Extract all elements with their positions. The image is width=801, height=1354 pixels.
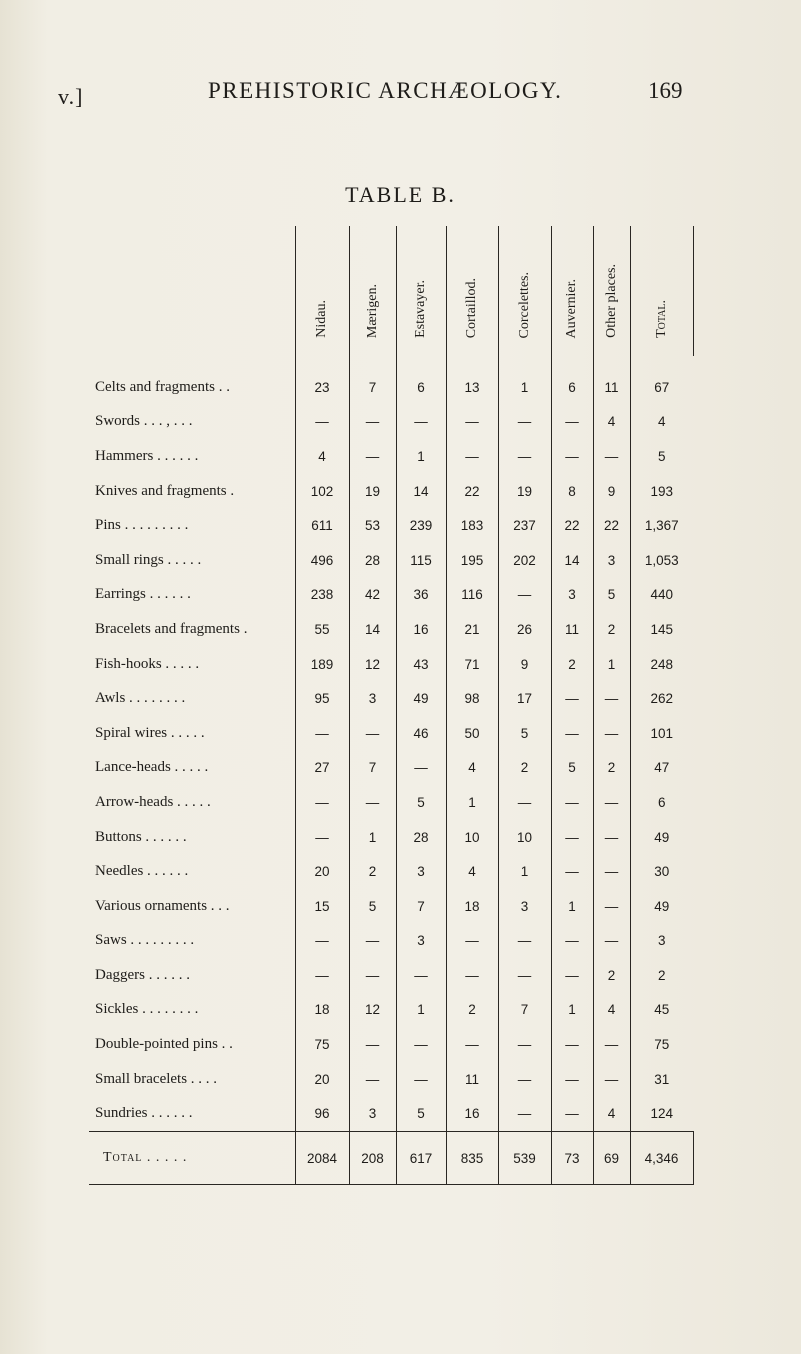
table-row <box>89 543 693 578</box>
table-cell: — <box>593 716 630 751</box>
table-cell: — <box>593 854 630 889</box>
column-header-text: Cortaillod. <box>464 277 479 338</box>
table-cell: 4 <box>593 405 630 440</box>
table-cell: 55 <box>295 612 349 647</box>
table-cell: — <box>498 1027 551 1062</box>
row-label: Small rings . . . . . <box>89 543 295 578</box>
table-cell: 440 <box>650 587 674 603</box>
table-cell: 17 <box>498 681 551 716</box>
table-cell: 2 <box>551 647 593 682</box>
table-header <box>89 226 693 356</box>
table-cell: 20 <box>295 854 349 889</box>
table-cell: 3 <box>349 1096 396 1131</box>
table-cell: — <box>295 785 349 820</box>
table-cell: — <box>498 924 551 959</box>
table-cell: 183 <box>446 508 498 543</box>
table-cell: 116 <box>446 578 498 613</box>
table-cell: 22 <box>446 474 498 509</box>
table-cell: — <box>349 785 396 820</box>
column-header-text: Estavayer. <box>413 280 428 338</box>
column-header-text: Total. <box>653 300 669 338</box>
table-cell: — <box>396 1062 446 1097</box>
data-table-container <box>89 226 693 1166</box>
table-cell: 102 <box>295 474 349 509</box>
table-cell: 14 <box>551 543 593 578</box>
table-cell: 23 <box>295 356 349 405</box>
table-cell: — <box>295 958 349 993</box>
total-row <box>89 1132 693 1185</box>
column-header <box>349 226 396 356</box>
table-cell: 193 <box>650 483 674 499</box>
table-cell: 7 <box>498 993 551 1028</box>
table-cell: 611 <box>295 508 349 543</box>
table-cell: 238 <box>295 578 349 613</box>
table-cell: 2 <box>593 958 630 993</box>
table-cell: — <box>593 785 630 820</box>
column-header <box>593 226 630 356</box>
table-cell: 98 <box>446 681 498 716</box>
table-row <box>89 993 693 1028</box>
table-cell: 53 <box>349 508 396 543</box>
table-cell: — <box>295 924 349 959</box>
table-cell: 9 <box>593 474 630 509</box>
column-header <box>446 226 498 356</box>
table-cell: 95 <box>295 681 349 716</box>
table-cell: 3 <box>349 681 396 716</box>
table-cell: — <box>593 439 630 474</box>
table-cell: — <box>396 958 446 993</box>
table-cell: 45 <box>654 1002 670 1018</box>
table-body <box>89 356 693 1132</box>
table-cell: 47 <box>654 760 670 776</box>
table-cell: 195 <box>446 543 498 578</box>
row-label: Buttons . . . . . . <box>89 820 295 855</box>
table-cell: 28 <box>349 543 396 578</box>
table-cell: — <box>551 854 593 889</box>
table-cell: 3 <box>551 578 593 613</box>
table-cell: — <box>446 439 498 474</box>
table-cell: — <box>593 924 630 959</box>
table-cell: 189 <box>295 647 349 682</box>
table-cell: 6 <box>396 356 446 405</box>
table-cell: 11 <box>593 356 630 405</box>
table-cell: — <box>498 785 551 820</box>
page-number: 169 <box>648 78 683 103</box>
table-row <box>89 508 693 543</box>
table-row <box>89 647 693 682</box>
table-cell: — <box>498 405 551 440</box>
column-header <box>396 226 446 356</box>
table-cell: 14 <box>396 474 446 509</box>
table-cell: — <box>295 820 349 855</box>
table-cell: 75 <box>295 1027 349 1062</box>
total-cell: 539 <box>498 1132 551 1185</box>
table-cell: — <box>551 785 593 820</box>
table-title: TABLE B. <box>345 182 456 207</box>
table-cell: 27 <box>295 751 349 786</box>
table-cell: 2 <box>446 993 498 1028</box>
table-row <box>89 785 693 820</box>
column-header <box>295 226 349 356</box>
table-cell: 5 <box>657 448 666 464</box>
table-cell: — <box>551 1027 593 1062</box>
table-row <box>89 1096 693 1131</box>
table-cell: 10 <box>498 820 551 855</box>
row-label: Saws . . . . . . . . . <box>89 924 295 959</box>
row-label: Lance-heads . . . . . <box>89 751 295 786</box>
table-cell: 1 <box>498 854 551 889</box>
table-cell: 1 <box>551 889 593 924</box>
row-label: Hammers . . . . . . <box>89 439 295 474</box>
table-cell: 3 <box>396 924 446 959</box>
table-cell: 2 <box>593 612 630 647</box>
row-label: Small bracelets . . . . <box>89 1062 295 1097</box>
table-cell: — <box>396 405 446 440</box>
table-cell: 16 <box>446 1096 498 1131</box>
data-table <box>89 226 694 1185</box>
table-cell: — <box>446 1027 498 1062</box>
row-label: Arrow-heads . . . . . <box>89 785 295 820</box>
table-cell: 5 <box>498 716 551 751</box>
table-cell: 248 <box>650 656 674 672</box>
row-label: Celts and fragments . . <box>89 356 295 405</box>
table-cell: — <box>498 1062 551 1097</box>
table-cell: 67 <box>654 379 670 395</box>
table-cell: 1 <box>349 820 396 855</box>
table-cell: — <box>498 439 551 474</box>
table-cell: 496 <box>295 543 349 578</box>
row-label: Pins . . . . . . . . . <box>89 508 295 543</box>
table-cell: — <box>349 1062 396 1097</box>
row-label: Double-pointed pins . . <box>89 1027 295 1062</box>
table-cell: 16 <box>396 612 446 647</box>
total-cell: 2084 <box>295 1132 349 1185</box>
table-cell: — <box>349 716 396 751</box>
table-cell: 5 <box>551 751 593 786</box>
table-cell: 145 <box>650 621 674 637</box>
table-cell: 13 <box>446 356 498 405</box>
total-cell: 617 <box>396 1132 446 1185</box>
table-cell: — <box>551 439 593 474</box>
table-cell: — <box>446 958 498 993</box>
table-cell: 11 <box>551 612 593 647</box>
table-cell: 22 <box>551 508 593 543</box>
table-row <box>89 1062 693 1097</box>
table-cell: 8 <box>551 474 593 509</box>
column-header <box>551 226 593 356</box>
table-cell: 237 <box>498 508 551 543</box>
table-cell: — <box>593 681 630 716</box>
table-cell: 42 <box>349 578 396 613</box>
table-cell: 43 <box>396 647 446 682</box>
table-cell: — <box>551 820 593 855</box>
table-cell: — <box>593 889 630 924</box>
row-label: Knives and fragments . <box>89 474 295 509</box>
row-label: Earrings . . . . . . <box>89 578 295 613</box>
table-cell: — <box>349 924 396 959</box>
table-row <box>89 1027 693 1062</box>
row-label: Swords . . . , . . . <box>89 405 295 440</box>
table-cell: 18 <box>446 889 498 924</box>
table-cell: — <box>295 405 349 440</box>
table-cell: 46 <box>396 716 446 751</box>
table-cell: 30 <box>654 864 670 880</box>
table-cell: — <box>498 1096 551 1131</box>
table-cell: — <box>396 1027 446 1062</box>
table-cell: — <box>446 924 498 959</box>
table-row <box>89 578 693 613</box>
table-cell: 4 <box>593 1096 630 1131</box>
total-cell: 4,346 <box>630 1132 693 1185</box>
table-cell: 4 <box>446 751 498 786</box>
table-cell: — <box>349 405 396 440</box>
table-cell: — <box>349 439 396 474</box>
table-row <box>89 716 693 751</box>
table-cell: 262 <box>650 691 674 707</box>
table-row <box>89 820 693 855</box>
table-cell: 28 <box>396 820 446 855</box>
table-cell: 2 <box>349 854 396 889</box>
table-cell: 12 <box>349 993 396 1028</box>
row-label: Awls . . . . . . . . <box>89 681 295 716</box>
table-footer <box>89 1132 693 1185</box>
table-cell: 5 <box>396 785 446 820</box>
table-cell: — <box>551 924 593 959</box>
table-cell: 2 <box>498 751 551 786</box>
table-cell: — <box>551 1096 593 1131</box>
table-row <box>89 889 693 924</box>
table-cell: 1 <box>498 356 551 405</box>
column-header <box>498 226 551 356</box>
table-row <box>89 612 693 647</box>
row-label: Sickles . . . . . . . . <box>89 993 295 1028</box>
table-cell: — <box>349 1027 396 1062</box>
running-header <box>0 72 801 112</box>
table-cell: 18 <box>295 993 349 1028</box>
table-cell: 3 <box>396 854 446 889</box>
table-cell: 3 <box>498 889 551 924</box>
table-cell: 11 <box>446 1062 498 1097</box>
table-cell: — <box>551 1062 593 1097</box>
table-row <box>89 439 693 474</box>
table-cell: 1 <box>551 993 593 1028</box>
column-header-text: Mærigen. <box>364 283 380 338</box>
table-cell: 124 <box>650 1106 674 1122</box>
column-header-text: Corcelettes. <box>516 271 532 338</box>
table-cell: 5 <box>349 889 396 924</box>
table-row <box>89 854 693 889</box>
table-cell: 4 <box>593 993 630 1028</box>
table-cell: 19 <box>498 474 551 509</box>
table-cell: — <box>593 820 630 855</box>
total-cell: 73 <box>551 1132 593 1185</box>
table-cell: — <box>551 716 593 751</box>
total-label: Total . . . . . <box>89 1132 295 1185</box>
table-cell: — <box>295 716 349 751</box>
table-row <box>89 405 693 440</box>
chapter-marker: v.] <box>58 84 84 109</box>
table-row <box>89 356 693 405</box>
table-cell: — <box>551 681 593 716</box>
table-cell: — <box>498 578 551 613</box>
table-cell: 1 <box>446 785 498 820</box>
table-row <box>89 681 693 716</box>
row-label: Needles . . . . . . <box>89 854 295 889</box>
column-header <box>630 226 693 356</box>
table-cell: 3 <box>593 543 630 578</box>
table-cell: 1,367 <box>644 518 679 534</box>
row-label: Sundries . . . . . . <box>89 1096 295 1131</box>
table-cell: 101 <box>650 725 674 741</box>
table-cell: 71 <box>446 647 498 682</box>
table-cell: — <box>349 958 396 993</box>
table-row <box>89 751 693 786</box>
table-cell: 7 <box>349 356 396 405</box>
table-cell: 20 <box>295 1062 349 1097</box>
table-cell: 26 <box>498 612 551 647</box>
column-header-text: Other places. <box>603 264 619 338</box>
table-cell: 19 <box>349 474 396 509</box>
table-cell: — <box>396 751 446 786</box>
table-cell: 1,053 <box>644 552 679 568</box>
table-cell: 21 <box>446 612 498 647</box>
table-cell: — <box>551 405 593 440</box>
running-title: PREHISTORIC ARCHÆOLOGY. <box>208 78 563 103</box>
table-cell: 15 <box>295 889 349 924</box>
total-cell: 835 <box>446 1132 498 1185</box>
table-cell: 49 <box>654 898 670 914</box>
table-cell: 115 <box>396 543 446 578</box>
table-row <box>89 958 693 993</box>
table-cell: 9 <box>498 647 551 682</box>
table-row <box>89 924 693 959</box>
table-cell: 49 <box>654 829 670 845</box>
row-label: Fish-hooks . . . . . <box>89 647 295 682</box>
table-cell: — <box>446 405 498 440</box>
table-cell: 6 <box>551 356 593 405</box>
table-cell: 239 <box>396 508 446 543</box>
table-cell: 4 <box>446 854 498 889</box>
table-cell: 5 <box>593 578 630 613</box>
table-cell: 7 <box>349 751 396 786</box>
table-cell: 1 <box>396 993 446 1028</box>
table-cell: — <box>593 1027 630 1062</box>
table-cell: 49 <box>396 681 446 716</box>
column-header-text: Nidau. <box>314 300 329 338</box>
table-cell: 2 <box>593 751 630 786</box>
table-cell: 2 <box>657 967 666 983</box>
table-row <box>89 474 693 509</box>
row-label: Daggers . . . . . . <box>89 958 295 993</box>
table-cell: 7 <box>396 889 446 924</box>
table-cell: — <box>551 958 593 993</box>
total-cell: 69 <box>593 1132 630 1185</box>
table-cell: 3 <box>657 933 666 949</box>
table-cell: 4 <box>657 414 666 430</box>
table-cell: 36 <box>396 578 446 613</box>
table-cell: — <box>498 958 551 993</box>
table-cell: 14 <box>349 612 396 647</box>
table-cell: 75 <box>654 1037 670 1053</box>
total-cell: 208 <box>349 1132 396 1185</box>
table-cell: 4 <box>295 439 349 474</box>
table-cell: 1 <box>593 647 630 682</box>
header-label-cell <box>89 226 295 356</box>
table-cell: 5 <box>396 1096 446 1131</box>
table-cell: 6 <box>657 794 666 810</box>
row-label: Various ornaments . . . <box>89 889 295 924</box>
table-cell: 31 <box>654 1071 670 1087</box>
table-cell: 96 <box>295 1096 349 1131</box>
table-cell: 202 <box>498 543 551 578</box>
table-cell: — <box>593 1062 630 1097</box>
row-label: Bracelets and fragments . <box>89 612 295 647</box>
column-header-text: Auvernier. <box>564 278 579 338</box>
table-cell: 22 <box>593 508 630 543</box>
table-cell: 10 <box>446 820 498 855</box>
row-label: Spiral wires . . . . . <box>89 716 295 751</box>
table-cell: 50 <box>446 716 498 751</box>
table-cell: 12 <box>349 647 396 682</box>
table-cell: 1 <box>396 439 446 474</box>
